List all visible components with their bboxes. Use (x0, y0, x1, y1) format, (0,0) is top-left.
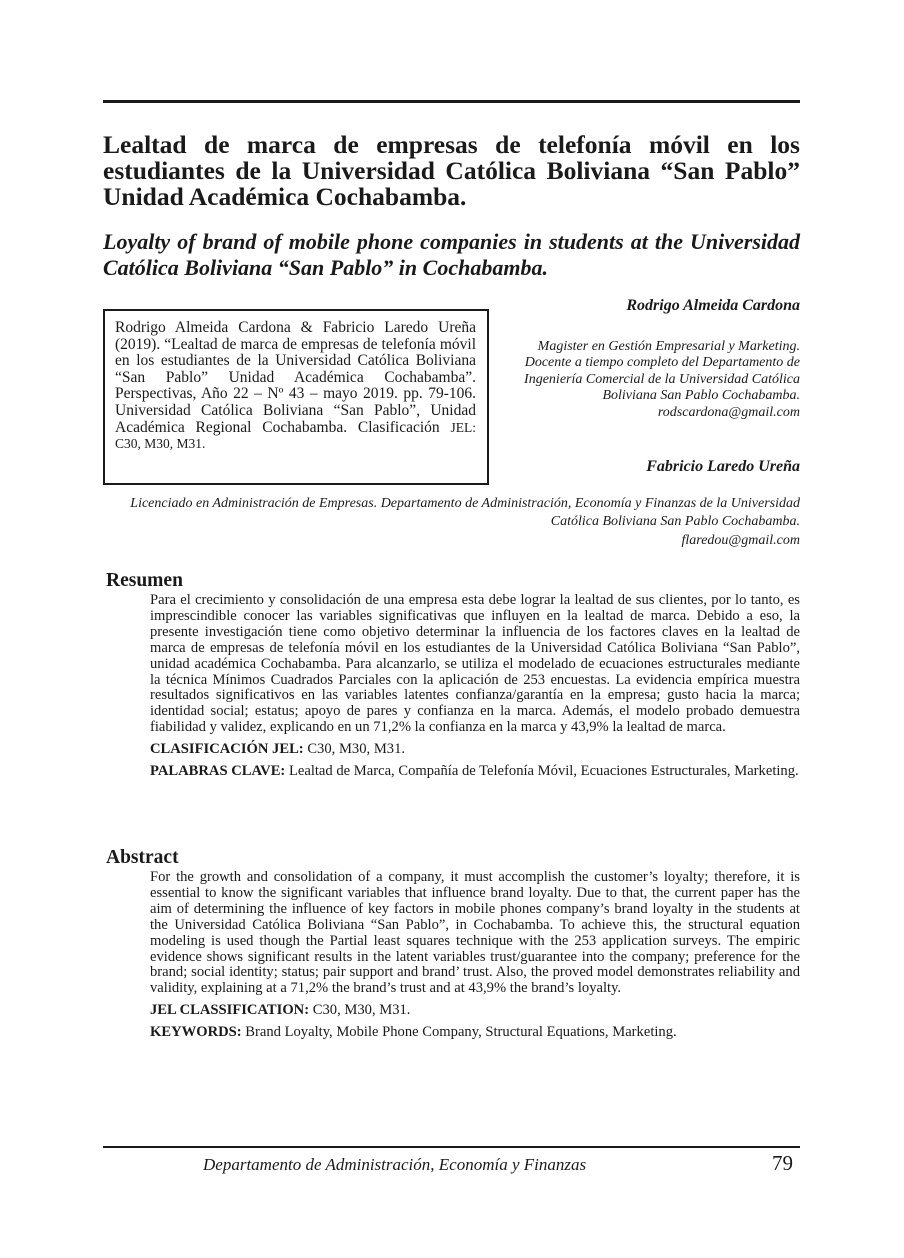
footer-department: Departamento de Administración, Economía y Finanzas (203, 1155, 587, 1174)
abstract-jel-label: JEL CLASSIFICATION: (150, 1002, 310, 1019)
abstract-section (150, 870, 800, 1041)
citation-box (103, 309, 489, 485)
abstract-keywords-label: KEYWORDS: (150, 1024, 242, 1041)
page-number: 79 (772, 1151, 793, 1175)
author-name-2: Fabricio Laredo Ureña (646, 458, 800, 475)
resumen-jel (150, 742, 800, 758)
author-email-2[interactable]: flaredou@gmail.com (681, 532, 800, 548)
bottom-rule (103, 1146, 800, 1148)
abstract-keywords (150, 1025, 800, 1041)
abstract-body: For the growth and consolidation of a company, it must accomplish the customer’s loyalty; therefore, it is essential to know the significant variables that influence brand loyalty. Due to that, the current paper has the aim of determining the influence of key factors in mobile phones company’s brand loyalty in the students at the Universidad Católica Boliviana “San Pablo”, in Cochabamba. To achieve this, the structural equation modeling is used though the Partial least squares technique with the 253 application surveys. The empiric evidence shows significant results in the latent variables trust/guarantee into the company; preference for the brand; social identity; status; pair support and brand’ trust. Also, the proved model demonstrates reliability and validity, explaining at a 71,2% the brand’s trust and at 43,9% the brand’s loyalty. (150, 869, 800, 997)
author-affiliation-2 (103, 495, 800, 550)
resumen-keywords (150, 764, 800, 780)
citation-jel: JEL: C30, M30, M31. (115, 419, 476, 452)
affiliation-text-2: Licenciado en Administración de Empresas. Departamento de Administración, Economía y Finanzas de la Universidad Católica Boliviana San Pablo Cochabamba. (130, 496, 800, 530)
top-rule (103, 100, 800, 103)
resumen-section (150, 593, 800, 780)
abstract-jel-value: C30, M30, M31. (312, 1002, 411, 1019)
affiliation-text-1: Magister en Gestión Empresarial y Marketing. Docente a tiempo completo del Departamento de Ingeniería Comercial de la Universidad Católica Boliviana San Pablo Cochabamba. (524, 339, 800, 404)
article-title: Lealtad de marca de empresas de telefonía móvil en los estudiantes de la Universidad Católica Boliviana “San Pablo” Unidad Académica Cochabamba. (103, 130, 800, 211)
author-email-1[interactable]: rodscardona@gmail.com (657, 404, 800, 420)
resumen-body: Para el crecimiento y consolidación de una empresa esta debe lograr la lealtad de sus clientes, por lo tanto, es imprescindible conocer las variables significativas que influyen en la lealtad de marca. Debido a eso, la presente investigación tiene como objetivo determinar la influencia de los factores claves en la lealtad de marca de empresas de telefonía móvil en los estudiantes de la Universidad Católica Boliviana “San Pablo”, unidad académica Cochabamba. Para alcanzarlo, se utiliza el modelado de ecuaciones estructurales mediante la técnica Mínimos Cuadrados Parciales con la aplicación de 253 encuestas. La evidencia empírica muestra resultados significativos en las variables latentes confianza/garantía en la empresa; gusto hacia la marca; identidad social; estatus; apoyo de pares y confianza en la marca. Además, el modelo probado demuestra fiabilidad y validez, explicando en un 71,2% la confianza en la marca y 43,9% la lealtad de marca. (150, 592, 800, 736)
citation-text: Rodrigo Almeida Cardona & Fabricio Laredo Ureña (2019). “Lealtad de marca de empresas de telefonía móvil en los estudiantes de la Universidad Católica Boliviana “San Pablo” Unidad Académica Cochabamba”. Perspectivas, Año 22 – Nº 43 – mayo 2019. pp. 79-106. Universidad Católica Boliviana “San Pablo”, Unidad Académica Regional Cochabamba. Clasificación (115, 319, 476, 436)
article-subtitle: Loyalty of brand of mobile phone companies in students at the Universidad Católica Boliviana “San Pablo” in Cochabamba. (103, 229, 800, 280)
abstract-jel (150, 1003, 800, 1019)
resumen-jel-value: C30, M30, M31. (307, 741, 406, 758)
resumen-keywords-label: PALABRAS CLAVE: (150, 763, 286, 780)
resumen-jel-label: CLASIFICACIÓN JEL: (150, 741, 304, 758)
author-affiliation-1 (490, 339, 800, 421)
resumen-keywords-value: Lealtad de Marca, Compañía de Telefonía Móvil, Ecuaciones Estructurales, Marketing. (288, 763, 799, 780)
author-name-1: Rodrigo Almeida Cardona (626, 297, 800, 314)
abstract-heading: Abstract (106, 847, 179, 868)
abstract-keywords-value: Brand Loyalty, Mobile Phone Company, Structural Equations, Marketing. (245, 1024, 677, 1041)
resumen-heading: Resumen (106, 570, 183, 591)
